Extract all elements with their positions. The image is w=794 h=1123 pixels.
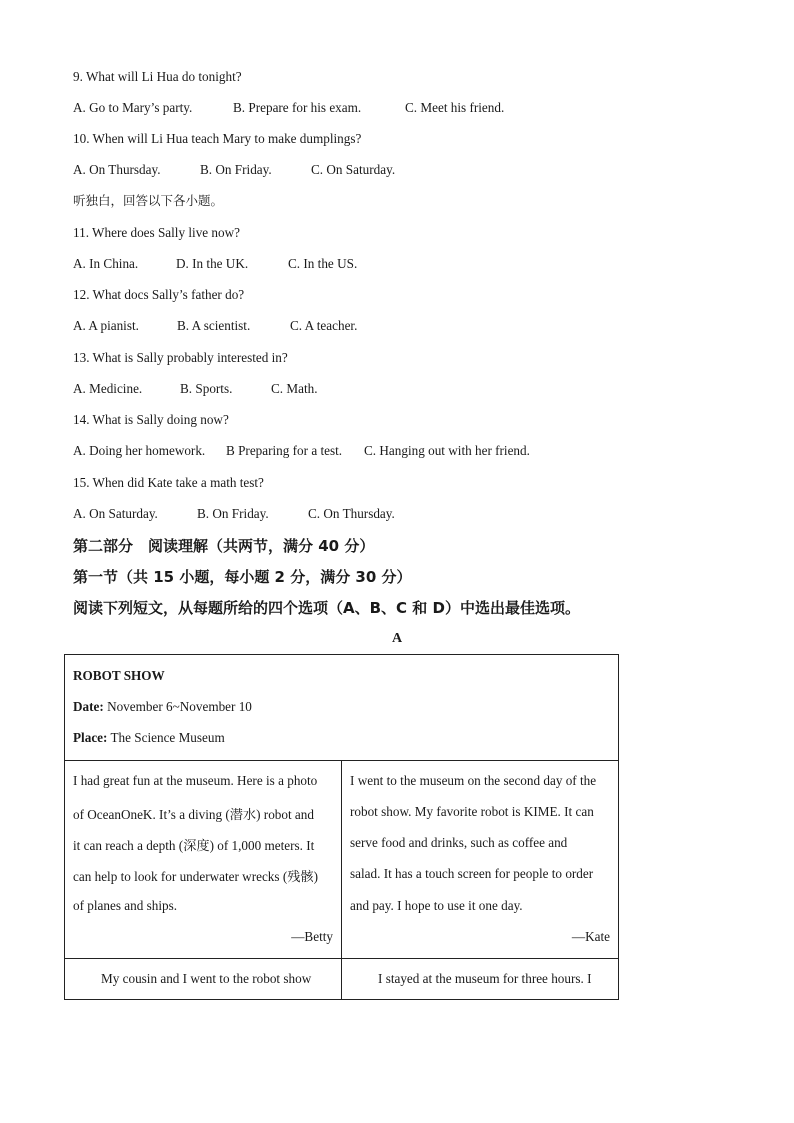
table-header — [65, 655, 618, 761]
question-9: 9. What will Li Hua do tonight? — [73, 69, 242, 84]
betty-line: of planes and ships. — [73, 898, 178, 913]
part-title: 第二部分 阅读理解（共两节，满分 40 分） — [73, 537, 375, 555]
monologue-instruction: 听独白，回答以下各小题。 — [73, 193, 224, 208]
option-a: A. On Thursday. — [73, 162, 161, 177]
kate-line: serve food and drinks, such as coffee and — [350, 835, 568, 850]
show-date: Date: November 6~November 10 — [73, 699, 252, 714]
betty-line: it can reach a depth (深度) of 1,000 meters. It — [73, 838, 315, 853]
option-c: C. Meet his friend. — [405, 100, 505, 115]
kate-signature: —Kate — [571, 929, 610, 944]
question-12: 12. What docs Sally’s father do? — [73, 287, 245, 302]
question-14: 14. What is Sally doing now? — [73, 412, 229, 427]
show-place: Place: The Science Museum — [73, 730, 225, 745]
sub-title: 第一节（共 15 小题，每小题 2 分，满分 30 分） — [73, 568, 412, 586]
option-b: B. Prepare for his exam. — [233, 100, 362, 115]
betty-line: can help to look for underwater wrecks (残骸) — [73, 869, 318, 884]
question-15: 15. When did Kate take a math test? — [73, 475, 264, 490]
passage-label: A — [391, 631, 403, 646]
column-divider — [341, 760, 342, 1000]
option-c: C. On Saturday. — [311, 162, 396, 177]
bottom-left-text: My cousin and I went to the robot show — [101, 971, 312, 986]
option-a: A. In China. — [73, 256, 139, 271]
betty-line: I had great fun at the museum. Here is a photo — [73, 773, 318, 788]
option-c: C. On Thursday. — [308, 506, 395, 521]
option-a: A. On Saturday. — [73, 506, 158, 521]
option-c: C. A teacher. — [290, 318, 358, 333]
question-13: 13. What is Sally probably interested in? — [73, 350, 288, 365]
option-b: B. On Friday. — [197, 506, 269, 521]
kate-line: robot show. My favorite robot is KIME. It can — [350, 804, 594, 819]
option-c: C. Hanging out with her friend. — [364, 443, 530, 458]
option-b: B. Sports. — [180, 381, 233, 396]
row-divider — [65, 958, 618, 959]
betty-line: of OceanOneK. It’s a diving (潜水) robot and — [73, 807, 314, 822]
kate-line: I went to the museum on the second day of the — [350, 773, 597, 788]
robot-show-table — [64, 654, 619, 1000]
kate-line: and pay. I hope to use it one day. — [350, 898, 523, 913]
option-c: C. In the US. — [288, 256, 358, 271]
question-11: 11. Where does Sally live now? — [73, 225, 241, 240]
option-a: A. Doing her homework. — [73, 443, 206, 458]
bottom-right-text: I stayed at the museum for three hours. I — [378, 971, 592, 986]
reading-instruction: 阅读下列短文，从每题所给的四个选项（A、B、C 和 D）中选出最佳选项。 — [73, 599, 580, 617]
question-10: 10. When will Li Hua teach Mary to make dumplings? — [73, 131, 362, 146]
option-a: A. A pianist. — [73, 318, 139, 333]
option-b: D. In the UK. — [176, 256, 249, 271]
option-b: B. On Friday. — [200, 162, 272, 177]
option-c: C. Math. — [271, 381, 318, 396]
option-b: B Preparing for a test. — [226, 443, 343, 458]
betty-signature: —Betty — [291, 929, 333, 944]
kate-line: salad. It has a touch screen for people to order — [350, 866, 594, 881]
show-title: ROBOT SHOW — [73, 668, 165, 683]
option-a: A. Go to Mary’s party. — [73, 100, 193, 115]
option-b: B. A scientist. — [177, 318, 251, 333]
option-a: A. Medicine. — [73, 381, 143, 396]
